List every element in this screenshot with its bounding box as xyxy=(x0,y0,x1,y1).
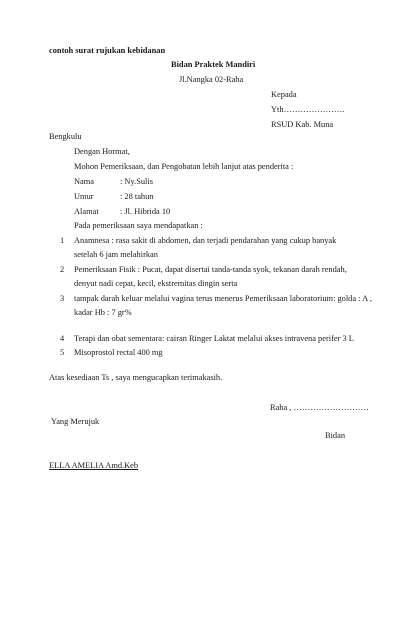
list-item-text: Terapi dan obat sementara: cairan Ringer Laktat melalui akses intravena perifer 3 L xyxy=(74,334,354,343)
list-item-text: Pemeriksaan Fisik : Pucat, dapat disertai tanda-tanda syok, tekanan darah rendah, xyxy=(74,265,347,274)
list-item-text: tampak darah keluar melalui vagina terus menerus Pemeriksaan laboratorium: golda : A , xyxy=(74,294,372,303)
patient-name-label: Nama xyxy=(74,177,94,186)
signature-name: ELLA AMELIA Amd.Keb xyxy=(49,461,139,470)
list-item-number: 5 xyxy=(60,348,65,357)
findings-intro: Pada pemeriksaan saya mendapatkan : xyxy=(74,221,203,230)
list-item-text: Misoprostol rectal 400 mg xyxy=(74,348,163,357)
list-item-text: Anamnesa : rasa sakit di abdomen, dan terjadi pendarahan yang cukup banyak xyxy=(74,236,337,245)
recipient-institution: RSUD Kab. Muna xyxy=(271,120,334,129)
list-item-number: 3 xyxy=(60,294,65,303)
list-item-number: 1 xyxy=(60,236,65,245)
sender-address: Jl.Nangka 02-Raha xyxy=(179,75,244,84)
patient-age-label: Umur xyxy=(74,192,94,201)
place-date: Raha , ……………………… xyxy=(270,403,369,412)
recipient-to: Kepada xyxy=(271,90,297,99)
list-item-text: kadar Hb : 7 gr% xyxy=(74,308,132,317)
city: Bengkulu xyxy=(49,132,82,141)
patient-address-label: Alamat xyxy=(74,207,99,216)
intro-text: Mohon Pemeriksaan, dan Pengobatan lebih lanjut atas penderita : xyxy=(74,162,294,171)
referrer-label: Yang Merujuk xyxy=(51,417,100,426)
list-item-text: denyut nadi cepat, kecil, ekstremitas dingin serta xyxy=(74,279,238,288)
patient-name-value: : Ny.Sulis xyxy=(120,177,153,186)
sender-name: Bidan Praktek Mandiri xyxy=(171,60,256,69)
referrer-role: Bidan xyxy=(325,431,346,440)
patient-address-value: : Jl. Hibrida 10 xyxy=(120,207,171,216)
list-item-number: 2 xyxy=(60,265,65,274)
closing-text: Atas kesediaan Ts , saya mengucapkan terimakasih. xyxy=(49,373,223,382)
list-item-number: 4 xyxy=(60,334,65,343)
patient-age-value: : 28 tahun xyxy=(120,192,154,201)
recipient-yth: Yth…………………. xyxy=(271,105,345,114)
list-item-text: setelah 6 jam melahirkan xyxy=(74,250,158,259)
greeting: Dengan Hormat, xyxy=(74,147,130,156)
document-heading: contoh surat rujukan kebidanan xyxy=(49,46,166,55)
